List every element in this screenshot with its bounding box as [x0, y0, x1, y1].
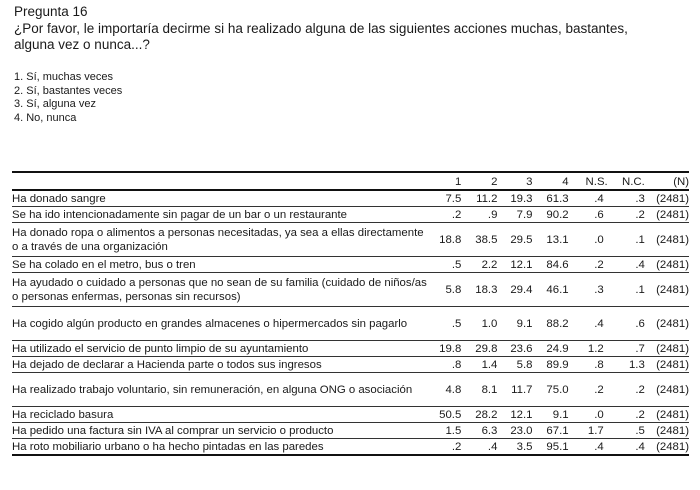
cell-nc: .7	[608, 341, 645, 357]
cell-4: 90.2	[533, 207, 569, 223]
cell-2: .9	[461, 207, 497, 223]
cell-3: 11.7	[497, 373, 532, 407]
question-text: ¿Por favor, le importaría decirme si ha realizado alguna de las siguientes acciones muchas, bastantes, alguna vez o nunca...?	[14, 21, 628, 52]
cell-2: 8.1	[461, 373, 497, 407]
cell-1: .5	[427, 307, 461, 341]
column-header-4: 4	[533, 172, 569, 190]
cell-n: (2481)	[645, 257, 689, 273]
cell-nc: .3	[608, 190, 645, 207]
cell-n: (2481)	[645, 223, 689, 257]
cell-ns: .0	[569, 407, 608, 423]
cell-3: 9.1	[497, 307, 532, 341]
cell-nc: 1.3	[608, 357, 645, 373]
cell-2: 11.2	[461, 190, 497, 207]
cell-1: 5.8	[427, 273, 461, 307]
row-label: Ha utilizado el servicio de punto limpio de su ayuntamiento	[12, 341, 427, 357]
row-label: Ha dejado de declarar a Hacienda parte o todos sus ingresos	[12, 357, 427, 373]
row-label: Ha donado ropa o alimentos a personas necesitadas, ya sea a ellas directamente o a través de una organización	[12, 223, 427, 257]
cell-n: (2481)	[645, 273, 689, 307]
cell-n: (2481)	[645, 190, 689, 207]
cell-2: 1.4	[461, 357, 497, 373]
cell-nc: .2	[608, 373, 645, 407]
cell-ns: .4	[569, 439, 608, 456]
cell-4: 9.1	[533, 407, 569, 423]
table-row	[12, 257, 689, 273]
row-label: Ha pedido una factura sin IVA al comprar un servicio o producto	[12, 423, 427, 439]
table-row	[12, 423, 689, 439]
cell-3: 12.1	[497, 257, 532, 273]
cell-ns: .4	[569, 190, 608, 207]
table-row	[12, 439, 689, 456]
cell-3: 7.9	[497, 207, 532, 223]
row-label: Ha ayudado o cuidado a personas que no sean de su familia (cuidado de niños/as o personas enfermas, personas sin recursos)	[12, 273, 427, 307]
cell-n: (2481)	[645, 407, 689, 423]
cell-n: (2481)	[645, 207, 689, 223]
cell-ns: .6	[569, 207, 608, 223]
cell-ns: .2	[569, 257, 608, 273]
cell-1: .8	[427, 357, 461, 373]
table-row	[12, 407, 689, 423]
cell-nc: .4	[608, 439, 645, 456]
row-label: Se ha colado en el metro, bus o tren	[12, 257, 427, 273]
row-label: Ha roto mobiliario urbano o ha hecho pintadas en las paredes	[12, 439, 427, 456]
cell-ns: 1.2	[569, 341, 608, 357]
cell-2: 38.5	[461, 223, 497, 257]
cell-4: 84.6	[533, 257, 569, 273]
cell-4: 61.3	[533, 190, 569, 207]
cell-1: 1.5	[427, 423, 461, 439]
question-header	[14, 4, 694, 53]
cell-1: .2	[427, 207, 461, 223]
cell-3: 23.0	[497, 423, 532, 439]
cell-1: .5	[427, 257, 461, 273]
cell-n: (2481)	[645, 373, 689, 407]
cell-3: 12.1	[497, 407, 532, 423]
cell-3: 19.3	[497, 190, 532, 207]
cell-2: 2.2	[461, 257, 497, 273]
column-header-action	[12, 172, 427, 190]
cell-nc: .2	[608, 207, 645, 223]
cell-n: (2481)	[645, 423, 689, 439]
cell-nc: .5	[608, 423, 645, 439]
cell-1: 18.8	[427, 223, 461, 257]
option-3: 3. Sí, alguna vez	[14, 98, 96, 111]
table-row	[12, 357, 689, 373]
cell-2: 28.2	[461, 407, 497, 423]
table-row	[12, 223, 689, 257]
cell-4: 88.2	[533, 307, 569, 341]
table-row	[12, 207, 689, 223]
column-header-3: 3	[497, 172, 532, 190]
option-4: 4. No, nunca	[14, 111, 77, 124]
cell-2: .4	[461, 439, 497, 456]
cell-ns: .3	[569, 273, 608, 307]
cell-4: 46.1	[533, 273, 569, 307]
cell-n: (2481)	[645, 439, 689, 456]
cell-3: 23.6	[497, 341, 532, 357]
row-label: Ha reciclado basura	[12, 407, 427, 423]
cell-3: 5.8	[497, 357, 532, 373]
cell-1: 19.8	[427, 341, 461, 357]
cell-nc: .1	[608, 273, 645, 307]
cell-4: 89.9	[533, 357, 569, 373]
cell-n: (2481)	[645, 307, 689, 341]
results-table	[12, 171, 689, 456]
table-row	[12, 373, 689, 407]
cell-3: 29.5	[497, 223, 532, 257]
cell-3: 29.4	[497, 273, 532, 307]
cell-2: 18.3	[461, 273, 497, 307]
cell-ns: .0	[569, 223, 608, 257]
option-1: 1. Sí, muchas veces	[14, 71, 114, 83]
option-2: 2. Sí, bastantes veces	[14, 84, 123, 97]
cell-n: (2481)	[645, 357, 689, 373]
column-header-2: 2	[461, 172, 497, 190]
cell-4: 13.1	[533, 223, 569, 257]
table-row	[12, 341, 689, 357]
cell-4: 24.9	[533, 341, 569, 357]
table-row	[12, 307, 689, 341]
cell-4: 75.0	[533, 373, 569, 407]
cell-1: 4.8	[427, 373, 461, 407]
cell-2: 6.3	[461, 423, 497, 439]
cell-2: 29.8	[461, 341, 497, 357]
table-row	[12, 273, 689, 307]
column-header-nc: N.C.	[608, 172, 645, 190]
cell-nc: .2	[608, 407, 645, 423]
cell-ns: 1.7	[569, 423, 608, 439]
row-label: Ha donado sangre	[12, 190, 427, 207]
cell-4: 95.1	[533, 439, 569, 456]
cell-ns: .2	[569, 373, 608, 407]
table-header-row	[12, 172, 689, 190]
row-label: Ha realizado trabajo voluntario, sin remuneración, en alguna ONG o asociación	[12, 373, 427, 407]
cell-2: 1.0	[461, 307, 497, 341]
cell-1: .2	[427, 439, 461, 456]
row-label: Ha cogido algún producto en grandes almacenes o hipermercados sin pagarlo	[12, 307, 427, 341]
row-label: Se ha ido intencionadamente sin pagar de un bar o un restaurante	[12, 207, 427, 223]
column-header-ns: N.S.	[569, 172, 608, 190]
cell-nc: .6	[608, 307, 645, 341]
answer-options-legend	[14, 71, 122, 125]
column-header-n: (N)	[645, 172, 689, 190]
cell-n: (2481)	[645, 341, 689, 357]
cell-4: 67.1	[533, 423, 569, 439]
question-title: Pregunta 16	[14, 4, 88, 19]
column-header-1: 1	[427, 172, 461, 190]
table-row	[12, 190, 689, 207]
cell-1: 50.5	[427, 407, 461, 423]
cell-nc: .1	[608, 223, 645, 257]
cell-ns: .8	[569, 357, 608, 373]
cell-1: 7.5	[427, 190, 461, 207]
cell-ns: .4	[569, 307, 608, 341]
cell-nc: .4	[608, 257, 645, 273]
cell-3: 3.5	[497, 439, 532, 456]
